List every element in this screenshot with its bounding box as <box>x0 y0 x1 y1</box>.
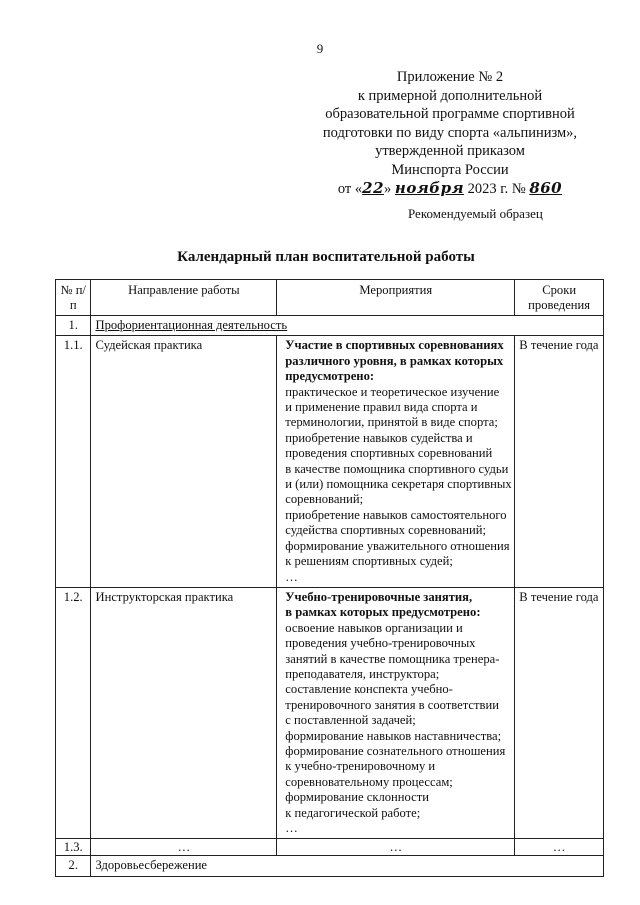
row-num: 1.1. <box>56 336 91 588</box>
page-number: 9 <box>316 41 324 56</box>
events-lead-line: различного уровня, в рамках которых <box>285 353 504 368</box>
row-events <box>277 336 515 588</box>
document-title: Календарный план воспитательной работы <box>177 249 475 265</box>
header-num: № п/п <box>56 280 91 316</box>
events-item-line: практическое и теоретическое изучение <box>285 384 500 399</box>
events-item-line: преподавателя, инструктора; <box>285 666 440 681</box>
order-mid: » <box>384 181 395 197</box>
order-number-handwritten: 860 <box>529 179 563 197</box>
events-item-line: занятий в качестве помощника тренера- <box>285 651 500 666</box>
order-year: 2023 г. № <box>464 181 530 197</box>
events-item-line: судейства спортивных соревнований; <box>285 523 486 538</box>
header-direction: Направление работы <box>91 280 277 316</box>
events-lead-line: в рамках которых предусмотрено: <box>285 605 481 620</box>
row-events <box>277 587 515 839</box>
appendix-line: образовательной программе спортивной <box>325 106 575 122</box>
events-item-line: к педагогической работе; <box>285 805 421 820</box>
row-terms: В течение года <box>515 336 604 588</box>
row-events: … <box>277 839 515 856</box>
section-row <box>56 856 604 876</box>
events-item-line: освоение навыков организации и <box>285 620 463 635</box>
table-row <box>56 336 604 588</box>
events-item-line: составление конспекта учебно- <box>285 682 453 697</box>
events-item-line: приобретение навыков судейства и <box>285 430 473 445</box>
calendar-plan-table <box>55 279 604 877</box>
row-terms: … <box>515 839 604 856</box>
row-num: 1.2. <box>56 587 91 839</box>
order-line <box>300 179 600 199</box>
events-lead-line: Учебно-тренировочные занятия, <box>285 589 473 604</box>
events-item-line: соревновательному процессам; <box>285 774 453 789</box>
row-direction: … <box>91 839 277 856</box>
events-item-line: … <box>285 569 298 584</box>
appendix-line: подготовки по виду спорта «альпинизм», <box>322 124 578 141</box>
appendix-block <box>300 68 600 199</box>
events-item-line: формирование навыков наставничества; <box>285 728 502 743</box>
events-item-line: и применение правил вида спорта и <box>285 400 478 415</box>
events-item-line: в качестве помощника спортивного судьи <box>285 461 509 476</box>
events-item-line: приобретение навыков самостоятельного <box>285 507 507 522</box>
order-prefix: от « <box>337 181 363 197</box>
events-item-line: к решениям спортивных судей; <box>285 554 453 569</box>
row-num: 1.3. <box>56 839 91 856</box>
events-item-line: соревнований; <box>285 492 364 507</box>
table-row <box>56 587 604 839</box>
order-month-handwritten: ноября <box>394 179 465 197</box>
table-row <box>56 839 604 856</box>
events-item-line: формирование сознательного отношения <box>285 743 506 758</box>
events-item-line: проведения спортивных соревнований <box>285 446 493 461</box>
table-header-row <box>56 280 604 316</box>
events-item-line: с поставленной задачей; <box>285 713 416 728</box>
appendix-line: Приложение № 2 <box>396 69 504 85</box>
section-title: Здоровьесбережение <box>91 856 604 876</box>
events-item-line: к учебно-тренировочному и <box>285 759 436 774</box>
events-lead-line: Участие в спортивных соревнованиях <box>285 338 504 353</box>
appendix-line: Минспорта России <box>391 161 509 178</box>
section-row <box>56 316 604 336</box>
events-item-line: формирование уважительного отношения <box>285 538 510 553</box>
row-direction: Судейская практика <box>91 336 277 588</box>
header-events: Мероприятия <box>277 280 515 316</box>
events-item-line: проведения учебно-тренировочных <box>285 636 476 651</box>
order-day-handwritten: 22 <box>362 179 385 197</box>
events-item-line: терминологии, принятой в виде спорта; <box>285 415 498 430</box>
events-item-line: и (или) помощника секретаря спортивных <box>285 477 512 492</box>
events-lead-line: предусмотрено: <box>285 369 375 384</box>
row-direction: Инструкторская практика <box>91 587 277 839</box>
section-num: 1. <box>56 316 91 336</box>
appendix-line: утвержденной приказом <box>375 143 525 159</box>
events-item-line: тренировочного занятия в соответствии <box>285 697 499 712</box>
events-item-line: … <box>285 821 298 835</box>
section-title: Профориентационная деятельность <box>91 316 604 336</box>
row-terms: В течение года <box>515 587 604 839</box>
section-num: 2. <box>56 856 91 876</box>
header-terms: Сроки проведения <box>515 280 604 316</box>
appendix-line: к примерной дополнительной <box>357 87 543 104</box>
events-item-line: формирование склонности <box>285 790 429 805</box>
recommended-sample-label: Рекомендуемый образец <box>408 206 543 221</box>
